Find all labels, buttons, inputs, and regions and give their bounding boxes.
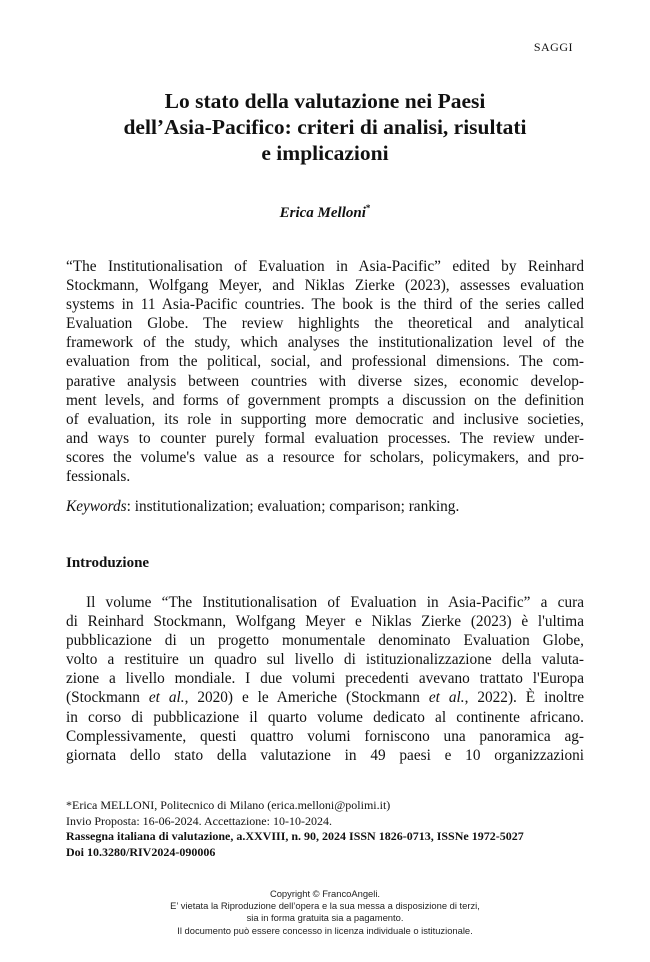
intro-line: Complessivamente, questi quattro volumi forniscono una panoramica ag- (66, 727, 584, 745)
keywords (66, 498, 459, 516)
intro-line: di Reinhard Stockmann, Wolfgang Meyer e Niklas Zierke (2023) è l'ultima (66, 613, 584, 631)
copyright-line: Il documento può essere concesso in licenza individuale o istituzionale. (177, 924, 473, 936)
abstract-line: ment levels, and forms of government prompts a discussion on the definition (66, 391, 584, 409)
footnote-journal: Rassegna italiana di valutazione, a.XXVIII, n. 90, 2024 ISSN 1826-0713, ISSNe 1972-5027 (66, 829, 524, 843)
author-footnote-mark: * (365, 203, 371, 213)
abstract-line: evaluation from the political, social, and professional dimensions. The com- (66, 353, 584, 371)
footnote-dates: Invio Proposta: 16-06-2024. Accettazione: 10-10-2024. (66, 813, 332, 828)
intro-line: pubblicazione di un progetto monumentale denominato Evaluation Globe, (66, 632, 584, 650)
copyright-notice (0, 888, 650, 937)
abstract-line: framework of the study, which analyses the institutionalization level of the (66, 334, 584, 352)
abstract-line: scores the volume's value as a resource for scholars, policymakers, and pro- (66, 448, 584, 466)
abstract-line: fessionals. (66, 468, 131, 486)
intro-line: (Stockmann et al., 2020) e le Americhe (Stockmann et al., 2022). È inoltre (66, 689, 585, 707)
intro-line: Il volume “The Institutionalisation of Evaluation in Asia-Pacific” a cura (86, 594, 584, 611)
abstract-line: of evaluation, its role in supporting more democratic and inclusive societies, (66, 410, 584, 428)
abstract-line: Stockmann, Wolfgang Meyer, and Niklas Zierke (2023), assesses evaluation (66, 277, 584, 295)
intro-line: in corso di pubblicazione il quarto volume dedicato al continente africano. (66, 708, 584, 726)
intro-paragraph (66, 593, 584, 765)
copyright-line: sia in forma gratuita sia a pagamento. (246, 912, 404, 924)
intro-line: giornata dello stato della valutazione in 49 paesi e 10 organizzazioni (66, 746, 584, 764)
footnote-doi: Doi 10.3280/RIV2024-090006 (66, 844, 216, 859)
author-byline (66, 203, 584, 222)
section-label: SAGGI (533, 40, 573, 54)
keywords-label: Keywords (66, 498, 127, 515)
footnote (66, 798, 596, 860)
title-line: Lo stato della valutazione nei Paesi (164, 89, 486, 113)
intro-line: volto a restituire un quadro sul livello di istituzionalizzazione della valuta- (66, 651, 584, 669)
abstract-line: parative analysis between countries with diverse sizes, economic develop- (66, 372, 584, 390)
abstract-line: systems in 11 Asia-Pacific countries. The book is the third of the series called (66, 296, 584, 314)
footnote-affiliation: *Erica MELLONI, Politecnico di Milano (erica.melloni@polimi.it) (66, 798, 391, 812)
abstract (66, 257, 584, 486)
abstract-line: Evaluation Globe. The review highlights the theoretical and analytical (66, 315, 584, 333)
abstract-line: “The Institutionalisation of Evaluation in Asia-Pacific” edited by Reinhard (66, 258, 584, 275)
title-line: e implicazioni (261, 141, 389, 165)
author-name: Erica Melloni (279, 205, 366, 221)
abstract-line: and ways to counter purely formal evaluation processes. The review under- (66, 429, 584, 447)
article-title (66, 88, 584, 166)
intro-line: zione a livello mondiale. I due volumi precedenti avevano trattato l'Europa (66, 670, 584, 688)
section-heading: Introduzione (66, 555, 150, 571)
title-line: dell’Asia-Pacifico: criteri di analisi, risultati (123, 115, 527, 139)
keywords-text: : institutionalization; evaluation; comparison; ranking. (126, 498, 460, 515)
copyright-line: Copyright © FrancoAngeli. (269, 888, 381, 899)
copyright-line: E’ vietata la Riproduzione dell’opera e la sua messa a disposizione di terzi, (170, 900, 480, 912)
